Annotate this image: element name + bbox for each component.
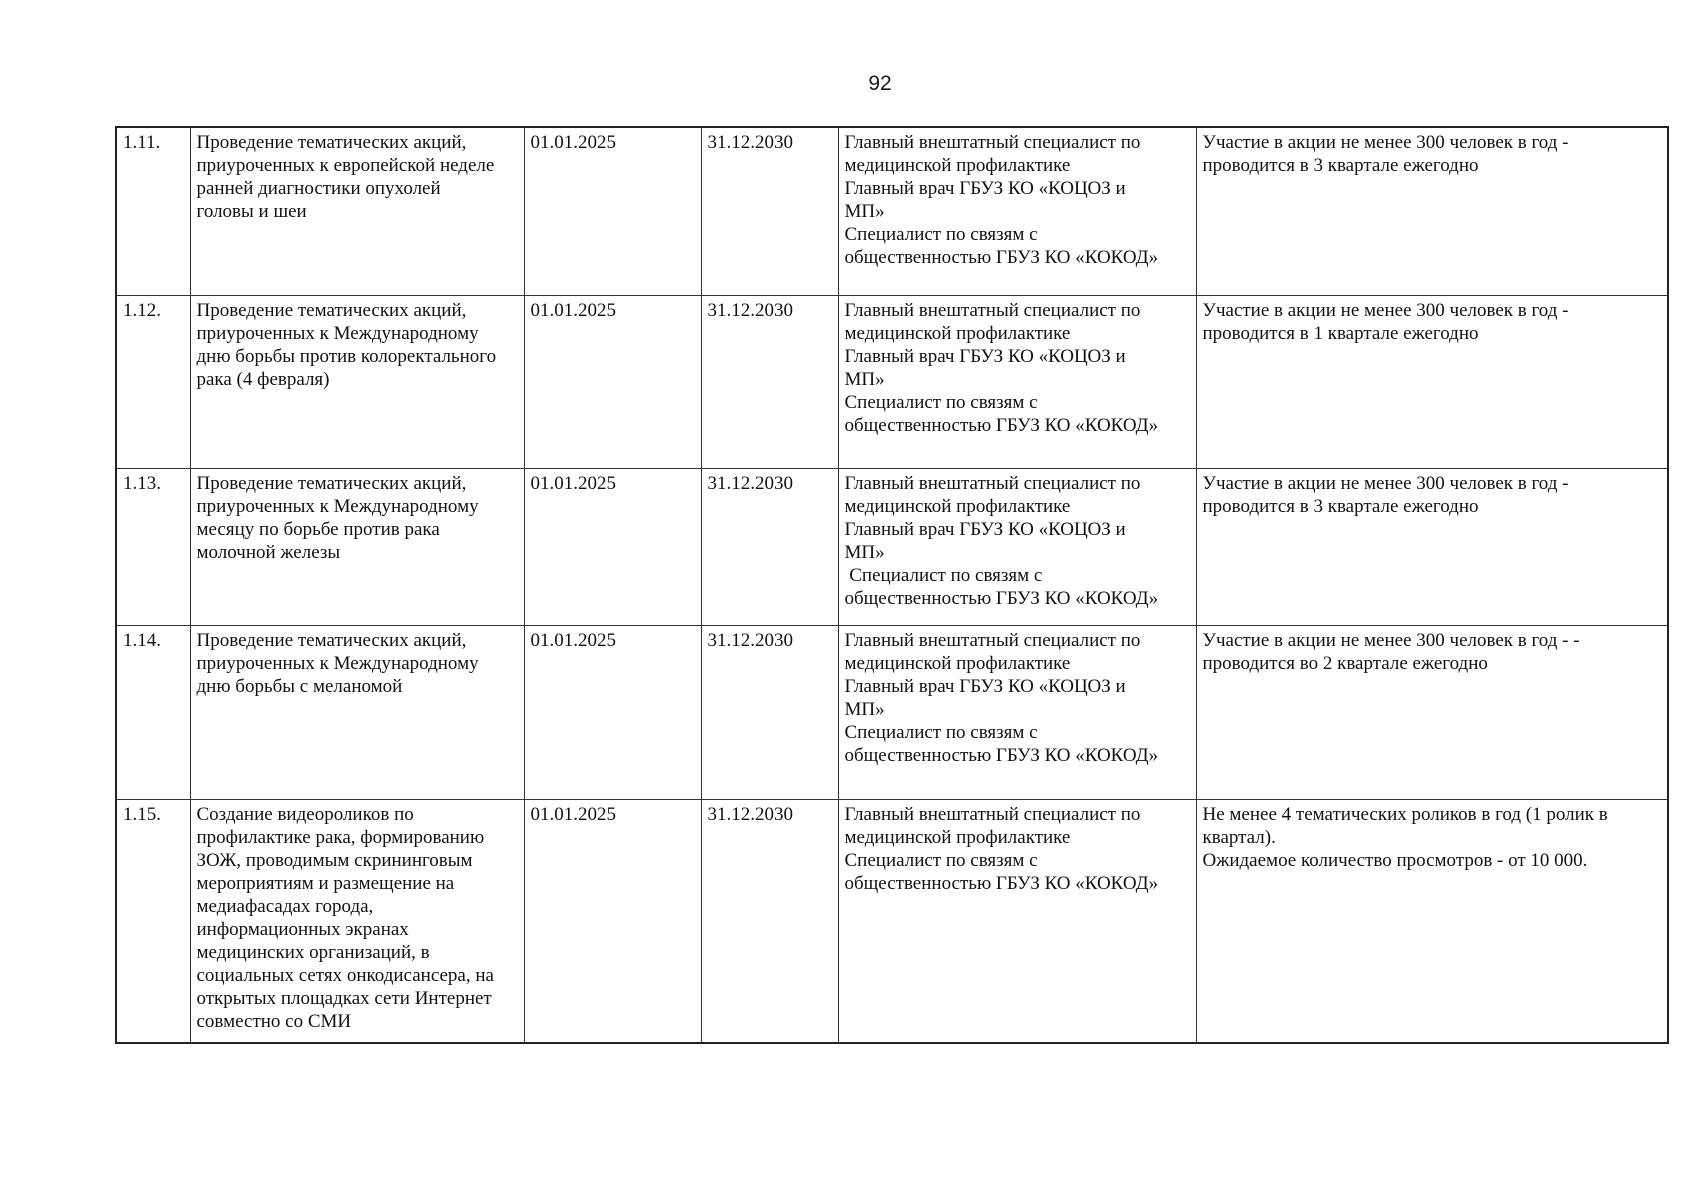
start-date-cell: 01.01.2025 [524, 625, 701, 799]
text-line: месяцу по борьбе против рака [196, 518, 440, 540]
text-line: Главный внештатный специалист по [844, 299, 1141, 321]
text-line: Специалист по связям с [844, 391, 1038, 413]
text-line: приуроченных к европейской неделе [196, 155, 495, 176]
text-line: Проведение тематических акций, [196, 472, 467, 494]
text-line: приуроченных к Международному [196, 322, 479, 344]
responsible-cell [838, 295, 1196, 468]
text-line: общественностью ГБУЗ КО «КОКОД» [844, 872, 1159, 894]
text-line: Ожидаемое количество просмотров - от 10 000. [1202, 849, 1588, 871]
responsible-cell [838, 799, 1196, 1043]
row-number-cell: 1.14. [116, 625, 190, 799]
text-line: Специалист по связям с [844, 849, 1038, 871]
text-line: Создание видеороликов по [196, 803, 414, 825]
text-line: медицинской профилактике [844, 322, 1071, 344]
text-line: ранней диагностики опухолей [196, 178, 441, 199]
row-number-cell: 1.15. [116, 799, 190, 1043]
result-cell [1196, 799, 1668, 1043]
activity-name-cell [190, 468, 524, 625]
text-line: социальных сетях онкодисансера, на [196, 964, 494, 986]
start-date-cell: 01.01.2025 [524, 468, 701, 625]
table-row [116, 295, 1668, 468]
text-line: медицинской профилактике [844, 826, 1071, 848]
table-row [116, 625, 1668, 799]
activity-name-cell [190, 625, 524, 799]
text-line: Главный врач ГБУЗ КО «КОЦОЗ и [844, 675, 1126, 697]
text-line: Главный врач ГБУЗ КО «КОЦОЗ и [844, 518, 1126, 540]
text-line: МП» [844, 201, 885, 222]
result-cell [1196, 295, 1668, 468]
activity-name-cell [190, 799, 524, 1043]
activities-table [115, 126, 1669, 1044]
text-line: проводится в 3 квартале ежегодно [1202, 155, 1479, 176]
text-line: Главный внештатный специалист по [844, 629, 1141, 651]
text-line: Участие в акции не менее 300 человек в год - [1202, 299, 1569, 321]
end-date-cell: 31.12.2030 [701, 127, 838, 295]
text-line: мероприятиям и размещение на [196, 872, 455, 894]
text-line: Главный врач ГБУЗ КО «КОЦОЗ и [844, 345, 1126, 367]
start-date-cell: 01.01.2025 [524, 799, 701, 1043]
text-line: проводится во 2 квартале ежегодно [1202, 652, 1488, 674]
text-line: Участие в акции не менее 300 человек в год - [1202, 472, 1569, 494]
end-date-cell: 31.12.2030 [701, 625, 838, 799]
text-line: проводится в 3 квартале ежегодно [1202, 495, 1479, 517]
start-date-cell: 01.01.2025 [524, 295, 701, 468]
text-line: Участие в акции не менее 300 человек в год - - [1202, 629, 1580, 651]
table-row [116, 127, 1668, 295]
text-line: общественностью ГБУЗ КО «КОКОД» [844, 744, 1159, 766]
end-date-cell: 31.12.2030 [701, 799, 838, 1043]
row-number-cell: 1.12. [116, 295, 190, 468]
text-line: медицинской профилактике [844, 155, 1071, 176]
end-date-cell: 31.12.2030 [701, 468, 838, 625]
text-line: Участие в акции не менее 300 человек в год - [1202, 132, 1569, 153]
text-line: Проведение тематических акций, [196, 132, 467, 153]
text-line: Проведение тематических акций, [196, 299, 467, 321]
text-line: информационных экранах [196, 918, 409, 940]
text-line: приуроченных к Международному [196, 652, 479, 674]
table-row [116, 468, 1668, 625]
text-line: общественностью ГБУЗ КО «КОКОД» [844, 587, 1159, 609]
text-line: МП» [844, 698, 885, 720]
end-date-cell: 31.12.2030 [701, 295, 838, 468]
text-line: открытых площадках сети Интернет [196, 987, 492, 1009]
text-line: дню борьбы с меланомой [196, 675, 403, 697]
text-line: Специалист по связям с [844, 721, 1038, 743]
start-date-cell: 01.01.2025 [524, 127, 701, 295]
result-cell [1196, 625, 1668, 799]
text-line: общественностью ГБУЗ КО «КОКОД» [844, 247, 1159, 268]
text-line: проводится в 1 квартале ежегодно [1202, 322, 1479, 344]
text-line: квартал). [1202, 826, 1276, 848]
activity-name-cell [190, 127, 524, 295]
text-line: Главный внештатный специалист по [844, 803, 1141, 825]
table-row [116, 799, 1668, 1043]
text-line: Главный врач ГБУЗ КО «КОЦОЗ и [844, 178, 1126, 199]
text-line: Главный внештатный специалист по [844, 132, 1141, 153]
page-number: 92 [868, 72, 892, 95]
row-number-cell: 1.11. [116, 127, 190, 295]
text-line: медицинской профилактике [844, 495, 1071, 517]
text-line: Не менее 4 тематических роликов в год (1 ролик в [1202, 803, 1608, 825]
responsible-cell [838, 625, 1196, 799]
text-line: дню борьбы против колоректального [196, 345, 497, 367]
text-line: Главный внештатный специалист по [844, 472, 1141, 494]
responsible-cell [838, 127, 1196, 295]
text-line: общественностью ГБУЗ КО «КОКОД» [844, 414, 1159, 436]
text-line: медиафасадах города, [196, 895, 374, 917]
result-cell [1196, 127, 1668, 295]
text-line: ЗОЖ, проводимым скрининговым [196, 849, 473, 871]
text-line: совместно со СМИ [196, 1010, 352, 1032]
text-line: рака (4 февраля) [196, 368, 330, 390]
responsible-cell [838, 468, 1196, 625]
text-line: профилактике рака, формированию [196, 826, 485, 848]
result-cell [1196, 468, 1668, 625]
text-line: медицинских организаций, в [196, 941, 430, 963]
text-line: головы и шеи [196, 201, 307, 222]
text-line: МП» [844, 541, 885, 563]
text-line: Проведение тематических акций, [196, 629, 467, 651]
activity-name-cell [190, 295, 524, 468]
text-line: приуроченных к Международному [196, 495, 479, 517]
text-line: медицинской профилактике [844, 652, 1071, 674]
text-line: молочной железы [196, 541, 341, 563]
text-line: Специалист по связям с [844, 564, 1043, 586]
row-number-cell: 1.13. [116, 468, 190, 625]
text-line: Специалист по связям с [844, 224, 1038, 245]
text-line: МП» [844, 368, 885, 390]
